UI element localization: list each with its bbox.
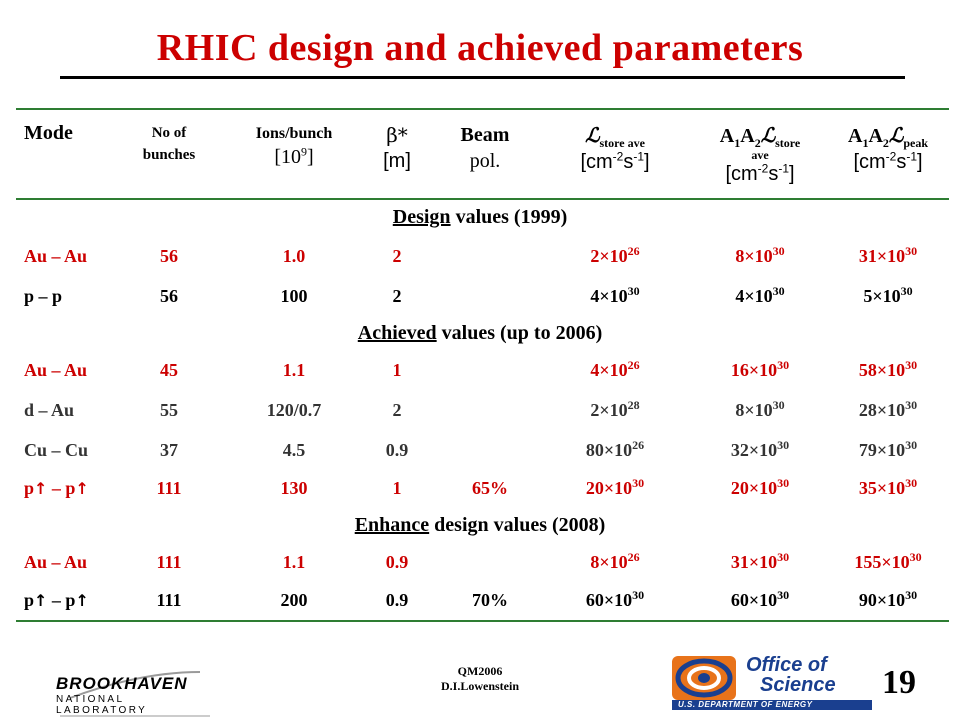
header-ions-unit: $[10^9]$: [274, 144, 314, 168]
cell-a1a2peak: $28\times 10^{30}$: [858, 398, 918, 420]
header-mode-label: Mode: [24, 122, 73, 144]
section-achieved: Achieved values (up to 2006): [357, 322, 603, 344]
page-number: 19: [882, 664, 916, 701]
cell-mode: Cu – Cu: [24, 440, 89, 460]
cell-lstore: $8\times 10^{26}$: [590, 550, 640, 572]
up-arrow-icon: ↑: [34, 591, 48, 610]
cell-mode: Au – Au: [24, 360, 88, 380]
cell-a1a2peak: $35\times 10^{30}$: [858, 476, 918, 498]
cell-ions: 100: [280, 286, 308, 306]
header-a1a2store-ave: ave: [751, 148, 769, 162]
ofs-dept: U.S. DEPARTMENT OF ENERGY: [678, 700, 813, 709]
cell-beta: 0.9: [385, 552, 409, 572]
cell-ions: 1.1: [282, 552, 306, 572]
cell-a1a2peak: $31\times 10^{30}$: [858, 244, 918, 266]
footer-author: D.I.Lowenstein: [440, 679, 519, 693]
cell-lstore: $4\times 10^{26}$: [590, 358, 640, 380]
cell-bunches: 111: [156, 590, 182, 610]
cell-ions: 200: [280, 590, 308, 610]
cell-ions: 4.5: [282, 440, 306, 460]
cell-a1a2peak: $79\times 10^{30}$: [858, 438, 918, 460]
header-lstore-unit: $[cm^{-2}s^{-1}]$: [580, 149, 650, 173]
cell-beta: 2: [392, 246, 402, 266]
cell-lstore: $4\times 10^{30}$: [590, 284, 640, 306]
header-pol: [450, 122, 520, 174]
cell-a1a2peak: $5\times 10^{30}$: [863, 284, 913, 306]
cell-ions: 1.0: [282, 246, 306, 266]
cell-ions: 130: [280, 478, 308, 498]
header-mode: [24, 122, 94, 145]
bnl-logo: [50, 668, 220, 725]
page-title: RHIC design and achieved parameters: [156, 27, 804, 69]
cell-a1a2peak: $155\times 10^{30}$: [854, 550, 922, 572]
cell-bunches: 56: [160, 286, 178, 306]
cell-beta: 2: [392, 400, 402, 420]
header-pol-line1: Beam: [460, 124, 510, 146]
cell-pol: 70%: [472, 590, 508, 610]
cell-mode: d – Au: [24, 400, 75, 420]
header-a1a2peak: $A_1A_2ℒ_{peak}$ $[cm^{-2}s^{-1}]$: [828, 122, 948, 175]
header-a1a2store: $A_1A_2ℒ_{store}$ ave $[cm^{-2}s^{-1}]$: [696, 122, 824, 187]
office-of-science-logo: [670, 654, 880, 717]
cell-beta: 0.9: [385, 440, 409, 460]
cell-a1a2store: $8\times 10^{30}$: [735, 244, 785, 266]
header-bottom-rule: [16, 198, 949, 200]
cell-mode: p↑ – p↑: [24, 478, 89, 498]
cell-beta: 2: [392, 286, 402, 306]
cell-mode: Au – Au: [24, 246, 88, 266]
title-divider: [60, 76, 905, 79]
section-design: Design values (1999): [392, 206, 568, 228]
ofs-line2: Science: [760, 674, 836, 696]
bnl-subtitle: NATIONAL LABORATORY: [56, 694, 148, 716]
up-arrow-icon: ↑: [75, 479, 89, 498]
cell-lstore: $80\times 10^{26}$: [585, 438, 645, 460]
section-enhance: Enhance design values (2008): [354, 514, 606, 536]
cell-bunches: 111: [156, 478, 182, 498]
ofs-line1: Office of: [746, 654, 827, 676]
cell-lstore: $2\times 10^{28}$: [590, 398, 640, 420]
cell-lstore: $20\times 10^{30}$: [585, 476, 645, 498]
cell-mode: p – p: [24, 286, 63, 306]
cell-a1a2store: $32\times 10^{30}$: [730, 438, 790, 460]
header-bunches: [124, 122, 214, 166]
cell-a1a2store: $20\times 10^{30}$: [730, 476, 790, 498]
cell-mode: p↑ – p↑: [24, 590, 89, 610]
header-a1a2peak-unit: $[cm^{-2}s^{-1}]$: [853, 149, 923, 173]
cell-a1a2peak: $90\times 10^{30}$: [858, 588, 918, 610]
cell-a1a2store: $16\times 10^{30}$: [730, 358, 790, 380]
footer-credit: [380, 664, 580, 694]
cell-bunches: 111: [156, 552, 182, 572]
header-beta-line1: β*: [386, 123, 408, 147]
cell-lstore: $60\times 10^{30}$: [585, 588, 645, 610]
header-bunches-line2: bunches: [142, 147, 196, 163]
bnl-name: BROOKHAVEN: [56, 674, 188, 693]
cell-beta: 1: [392, 360, 402, 380]
up-arrow-icon: ↑: [34, 479, 48, 498]
cell-ions: 1.1: [282, 360, 306, 380]
header-ions-line1: Ions/bunch: [255, 125, 333, 142]
cell-lstore: $2\times 10^{26}$: [590, 244, 640, 266]
cell-a1a2store: $4\times 10^{30}$: [735, 284, 785, 306]
header-beta-line2: [m]: [383, 150, 411, 172]
up-arrow-icon: ↑: [75, 591, 89, 610]
cell-beta: 0.9: [385, 590, 409, 610]
header-beta: [372, 122, 422, 174]
cell-beta: 1: [392, 478, 402, 498]
table-top-rule: [16, 108, 949, 110]
header-lstore: ℒ$_{store ave}$ $[cm^{-2}s^{-1}]$: [550, 122, 680, 175]
header-ions: [232, 124, 356, 170]
cell-bunches: 56: [160, 246, 178, 266]
footer-conference: QM2006: [457, 664, 503, 678]
cell-ions: 120/0.7: [266, 400, 322, 420]
cell-a1a2store: $60\times 10^{30}$: [730, 588, 790, 610]
cell-bunches: 45: [160, 360, 178, 380]
cell-a1a2peak: $58\times 10^{30}$: [858, 358, 918, 380]
header-pol-line2: pol.: [469, 150, 501, 172]
cell-pol: 65%: [472, 478, 508, 498]
table-bottom-rule: [16, 620, 949, 622]
cell-mode: Au – Au: [24, 552, 88, 572]
cell-bunches: 37: [160, 440, 178, 460]
header-a1a2store-unit: $[cm^{-2}s^{-1}]$: [725, 161, 795, 185]
cell-a1a2store: $8\times 10^{30}$: [735, 398, 785, 420]
cell-a1a2store: $31\times 10^{30}$: [730, 550, 790, 572]
header-bunches-line1: No of: [151, 125, 187, 141]
cell-bunches: 55: [160, 400, 178, 420]
